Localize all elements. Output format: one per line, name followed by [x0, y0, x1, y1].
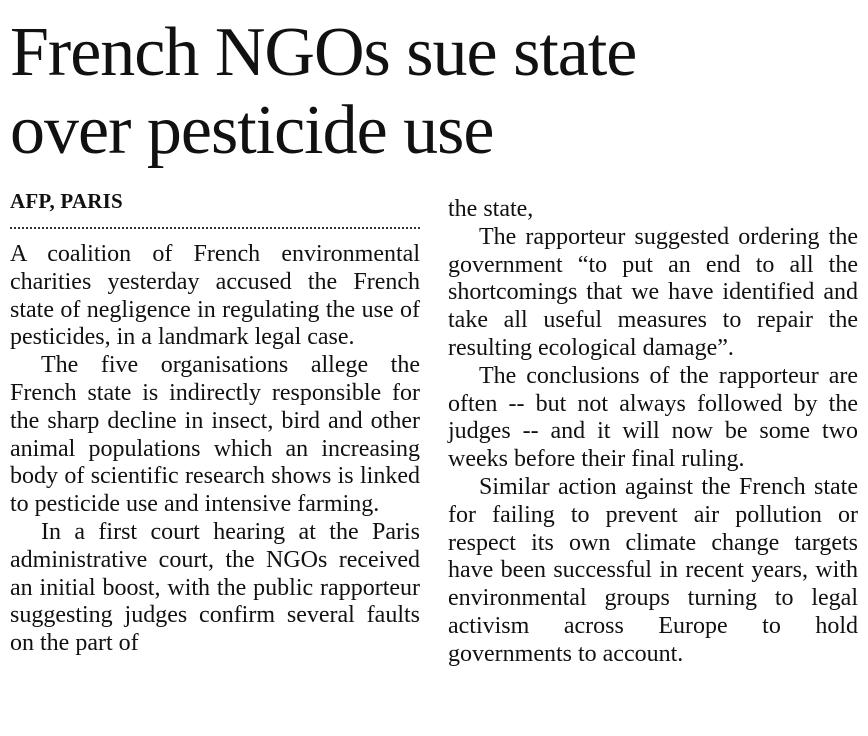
paragraph: The rapporteur suggested ordering the government “to put an end to all the shortcomings that we have identified and take all useful measures to repair the resulting ecological damage”.	[448, 223, 858, 361]
headline-line-2: over pesticide use	[10, 92, 494, 169]
left-column	[10, 241, 420, 658]
paragraph-continuation: the state,	[448, 196, 534, 222]
headline	[10, 14, 860, 170]
paragraph: In a first court hearing at the Paris administrative court, the NGOs received an initial boost, with the public rapporteur suggesting judges confirm several faults on the part of	[10, 518, 420, 657]
paragraph: Similar action against the French state for failing to prevent air pollution or respect its own climate change targets have been successful in recent years, with environmental groups turning to legal activism across Europe to hold governments to account.	[448, 473, 858, 667]
paragraph: The five organisations allege the French state is indirectly responsible for the sharp decline in insect, bird and other animal populations which an increasing body of scientific research shows is linked to pesticide use and intensive farming.	[10, 352, 420, 518]
right-column	[448, 196, 858, 669]
paragraph: The conclusions of the rapporteur are often -- but not always followed by the judges -- and it will now be some two weeks before their final ruling.	[448, 362, 858, 473]
byline-divider	[10, 227, 420, 229]
paragraph: A coalition of French environmental charities yesterday accused the French state of negligence in regulating the use of pesticides, in a landmark legal case.	[10, 241, 420, 351]
headline-line-1: French NGOs sue state	[10, 14, 637, 91]
byline: AFP, PARIS	[10, 189, 123, 213]
